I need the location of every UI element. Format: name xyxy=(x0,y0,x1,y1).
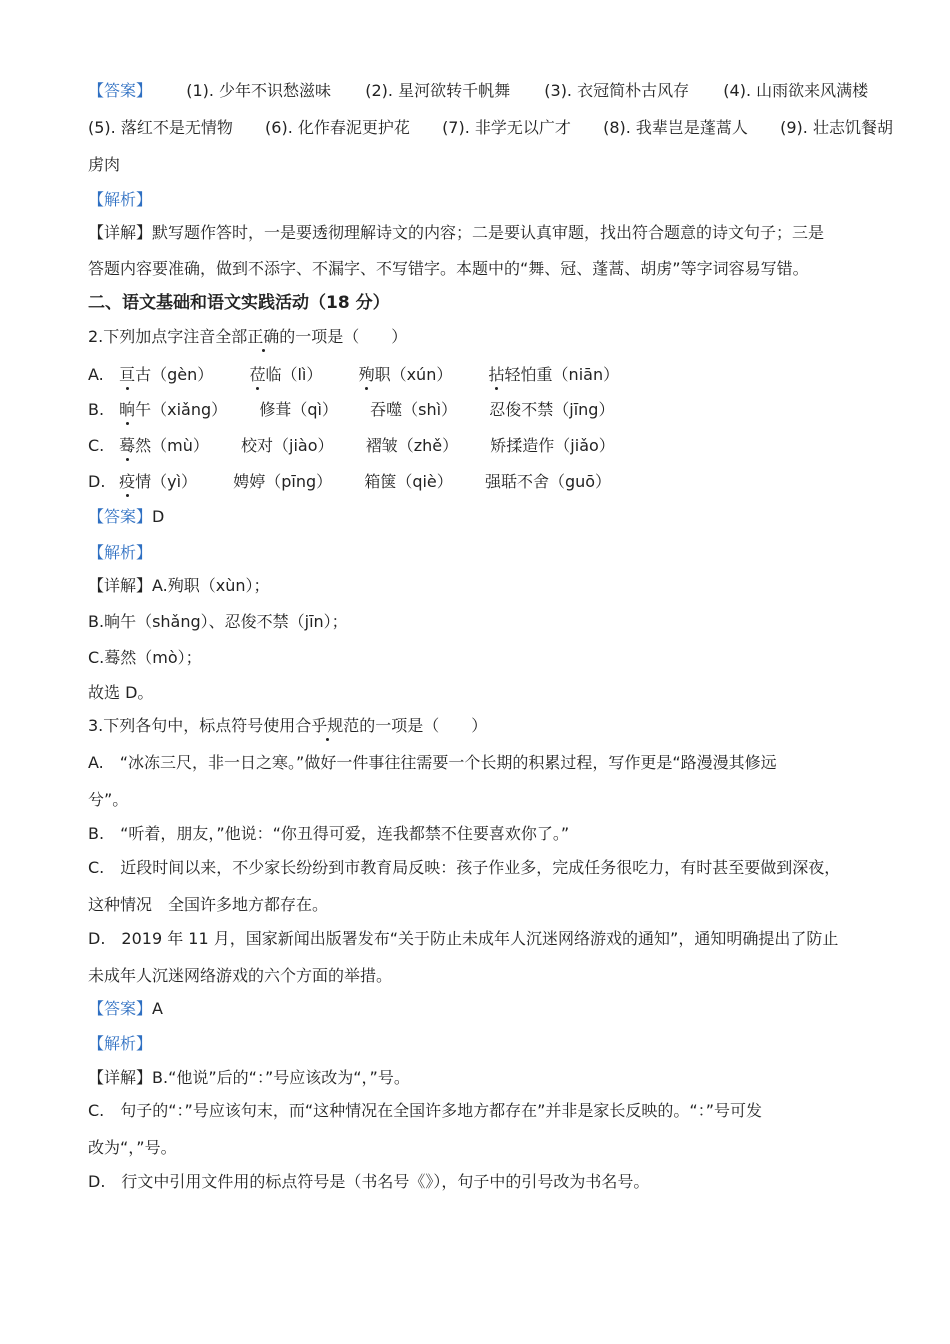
q2-conclusion: 故选 D。 xyxy=(88,683,154,702)
answer-item: (6). 化作春泥更护花 xyxy=(265,118,410,137)
q1-detail-line-1: 【详解】默写题作答时，一是要透彻理解诗文的内容；二是要认真审题，找出符合题意的诗文句子；三是 xyxy=(88,223,825,242)
q3-option-b: B. “听着，朋友，”他说：“你丑得可爱，连我都禁不住要喜欢你了。” xyxy=(88,824,570,843)
answer-item: (3). 衣冠简朴古风存 xyxy=(544,81,690,100)
answer-value: D xyxy=(152,507,165,526)
q1-answer-line-3 xyxy=(88,154,120,176)
answer-item: (7). 非学无以广才 xyxy=(442,118,571,137)
q3-option-a-line-2: 兮”。 xyxy=(88,790,129,809)
emphasis-dot: 正确 xyxy=(247,327,280,346)
q3-option-d-line-1: D. 2019 年 11 月，国家新闻出版署发布“关于防止未成年人沉迷网络游戏的通知”，通知明确提出了防止 xyxy=(88,929,839,948)
q3-option-c-line-1: C. 近段时间以来，不少家长纷纷到市教育局反映：孩子作业多，完成任务很吃力，有时甚至要做到深夜， xyxy=(88,858,841,877)
q2-answer xyxy=(88,506,164,528)
q2-detail-b: B.晌午（shǎng）、忍俊不禁（jīn）； xyxy=(88,612,348,631)
q2-option-c: C. 蓦然（mù） 校对（jiào） 褶皱（zhě） 矫揉造作（jiǎo） xyxy=(88,436,615,455)
emphasis-dot: 合乎规范 xyxy=(295,716,360,735)
q2-detail-c: C.蓦然（mò）； xyxy=(88,648,202,667)
q3-answer xyxy=(88,998,163,1020)
answer-item: (8). 我辈岂是蓬蒿人 xyxy=(603,118,748,137)
q3-stem: 3.下列各句中，标点符号使用合乎规范的一项是（ ） xyxy=(88,716,488,735)
q2-detail-a: 【详解】A.殉职（xùn）； xyxy=(88,576,270,595)
q3-analysis-tag: 【解析】 xyxy=(88,1034,153,1053)
q2-stem: 2.下列加点字注音全部正确的一项是（ ） xyxy=(88,327,408,346)
answer-item: (2). 星河欲转千帆舞 xyxy=(365,81,511,100)
answer-tag: 【答案】 xyxy=(88,507,153,526)
q3-option-c-line-2: 这种情况 全国许多地方都存在。 xyxy=(88,895,329,914)
detail-tag: 【详解】 xyxy=(88,223,153,242)
detail-tag: 【详解】 xyxy=(88,576,153,595)
answer-item-tail: 虏肉 xyxy=(88,155,121,174)
q1-answer-line-2 xyxy=(88,117,893,139)
answer-tag: 【答案】 xyxy=(88,999,153,1018)
q3-detail-b: 【详解】B.“他说”后的“：”号应该改为“，”号。 xyxy=(88,1068,410,1087)
q1-answer-line-1 xyxy=(88,80,868,102)
q3-detail-c-line-2: 改为“，”号。 xyxy=(88,1138,177,1157)
q3-option-a-line-1: A. “冰冻三尺，非一日之寒。”做好一件事往往需要一个长期的积累过程，写作更是“路漫漫其修远 xyxy=(88,753,777,772)
q3-detail-d: D. 行文中引用文件用的标点符号是（书名号《》），句子中的引号改为书名号。 xyxy=(88,1172,650,1191)
q2-option-b: B. 晌午（xiǎng） 修葺（qì） 吞噬（shì） 忍俊不禁（jīng） xyxy=(88,400,615,419)
answer-item: (9). 壮志饥餐胡 xyxy=(780,118,893,137)
q2-analysis-tag: 【解析】 xyxy=(88,543,153,562)
detail-tag: 【详解】 xyxy=(88,1068,153,1087)
q3-detail-c-line-1: C. 句子的“：”号应该句末，而“这种情况在全国许多地方都存在”并非是家长反映的。“：”号可发 xyxy=(88,1101,762,1120)
q1-analysis-tag: 【解析】 xyxy=(88,190,153,209)
answer-item: (4). 山雨欲来风满楼 xyxy=(723,81,869,100)
q2-option-a: A. 亘古（gèn） 莅临（lì） 殉职（xún） 拈轻怕重（niān） xyxy=(88,365,620,384)
answer-tag: 【答案】 xyxy=(88,81,153,100)
section-heading: 二、语文基础和语文实践活动（18 分） xyxy=(88,293,390,313)
q3-option-d-line-2: 未成年人沉迷网络游戏的六个方面的举措。 xyxy=(88,966,393,985)
q2-option-d: D. 疫情（yì） 娉婷（pīng） 箱箧（qiè） 强聒不舍（guō） xyxy=(88,472,612,491)
answer-item: (5). 落红不是无情物 xyxy=(88,118,233,137)
q1-detail-line-2: 答题内容要准确，做到不添字、不漏字、不写错字。本题中的“舞、冠、蓬蒿、胡虏”等字词容易写错。 xyxy=(88,259,809,278)
answer-value: A xyxy=(152,999,163,1018)
answer-item: (1). 少年不识愁滋味 xyxy=(186,81,332,100)
